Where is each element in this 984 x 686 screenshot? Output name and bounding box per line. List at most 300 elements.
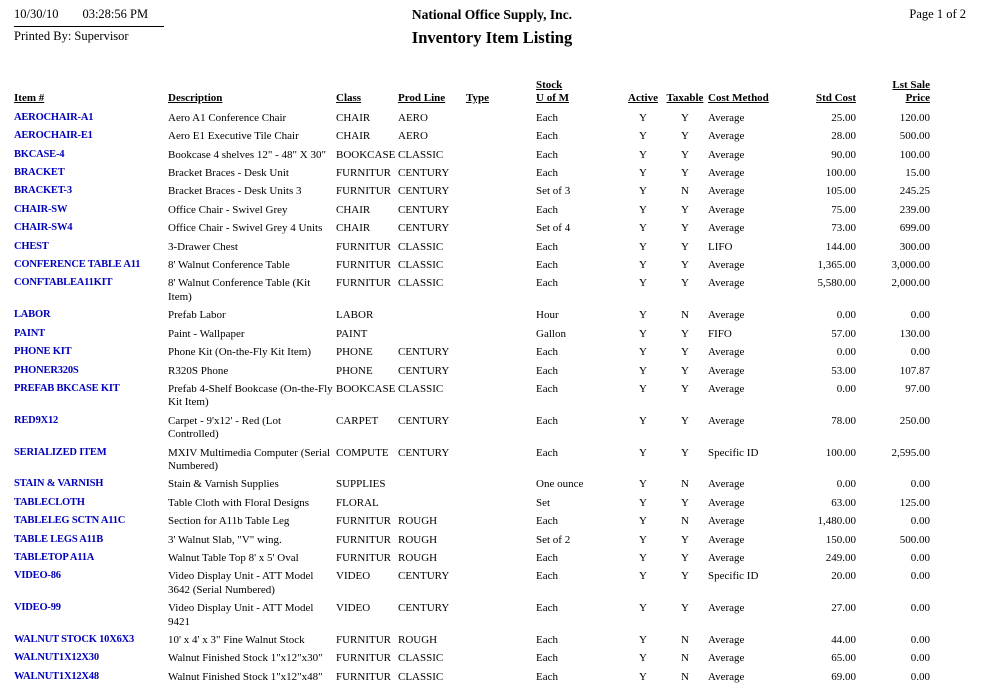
class-cell: SUPPLIES <box>336 478 386 491</box>
item-cell[interactable]: BRACKET <box>14 167 65 179</box>
item-cell[interactable]: TABLECLOTH <box>14 496 85 508</box>
table-row <box>14 649 940 667</box>
costmethod-cell: Average <box>708 670 745 683</box>
taxable-cell: N <box>681 652 689 665</box>
costmethod-cell: Average <box>708 111 745 124</box>
costmethod-cell: Average <box>708 515 745 528</box>
taxable-cell: N <box>681 515 689 528</box>
prodline-cell: CENTURY <box>398 222 450 235</box>
item-cell[interactable]: LABOR <box>14 309 51 321</box>
description-cell: Section for A11b Table Leg <box>168 515 290 528</box>
class-cell: FURNITUR <box>336 167 392 180</box>
class-cell: FURNITUR <box>336 670 392 683</box>
prodline-cell: AERO <box>398 130 428 143</box>
active-cell: Y <box>639 515 647 528</box>
lstsaleprice-cell: 500.00 <box>899 533 930 546</box>
active-cell: Y <box>639 364 647 377</box>
taxable-cell: Y <box>681 148 689 161</box>
item-cell[interactable]: TABLELEG SCTN A11C <box>14 515 126 527</box>
header-center <box>412 7 572 48</box>
item-cell[interactable]: RED9X12 <box>14 414 59 426</box>
class-cell: BOOKCASE <box>336 382 396 395</box>
stdcost-cell: 57.00 <box>831 327 856 340</box>
taxable-cell: Y <box>681 346 689 359</box>
uofm-cell: Hour <box>536 309 559 322</box>
active-cell: Y <box>639 277 647 290</box>
uofm-cell: Each <box>536 167 558 180</box>
table-row <box>14 631 940 649</box>
taxable-cell: Y <box>681 240 689 253</box>
stdcost-cell: 25.00 <box>831 111 856 124</box>
costmethod-cell: Average <box>708 222 745 235</box>
costmethod-cell: Average <box>708 130 745 143</box>
costmethod-cell: Average <box>708 309 745 322</box>
taxable-cell: Y <box>681 414 689 427</box>
uofm-cell: Each <box>536 670 558 683</box>
prodline-cell: CLASSIC <box>398 259 444 272</box>
description-cell: Table Cloth with Floral Designs <box>168 496 309 509</box>
prodline-cell <box>398 475 466 493</box>
lstsaleprice-cell: 300.00 <box>899 240 930 253</box>
type-cell <box>466 567 536 599</box>
class-cell: FURNITUR <box>336 533 392 546</box>
stdcost-cell: 5,580.00 <box>817 277 856 290</box>
prodline-cell: CLASSIC <box>398 652 444 665</box>
item-cell[interactable]: AEROCHAIR-A1 <box>14 111 94 123</box>
active-cell: Y <box>639 222 647 235</box>
header-left <box>14 7 164 44</box>
table-row <box>14 412 940 444</box>
taxable-cell: Y <box>681 446 689 459</box>
prodline-cell: ROUGH <box>398 533 438 546</box>
prodline-cell <box>398 306 466 324</box>
stdcost-cell: 69.00 <box>831 670 856 683</box>
lstsaleprice-cell: 239.00 <box>899 203 930 216</box>
prodline-cell: CENTURY <box>398 414 450 427</box>
stdcost-cell: 144.00 <box>825 240 856 253</box>
report-date: 10/30/10 <box>14 7 59 21</box>
class-cell: FURNITUR <box>336 277 392 290</box>
table-header-row <box>14 77 940 109</box>
item-cell[interactable]: TABLE LEGS A11B <box>14 533 104 545</box>
stdcost-cell: 63.00 <box>831 496 856 509</box>
taxable-cell: Y <box>681 570 689 583</box>
type-cell <box>466 444 536 476</box>
table-row <box>14 380 940 412</box>
printed-by: Printed By: Supervisor <box>14 29 129 43</box>
taxable-cell: Y <box>681 602 689 615</box>
description-cell: Video Display Unit - ATT Model 9421 <box>168 602 314 628</box>
description-cell: Prefab 4-Shelf Bookcase (On-the-Fly Kit Item) <box>168 382 333 409</box>
type-cell <box>466 109 536 127</box>
taxable-cell: Y <box>681 533 689 546</box>
lstsaleprice-cell: 3,000.00 <box>891 259 930 272</box>
table-row <box>14 274 940 306</box>
class-cell: FURNITUR <box>336 551 392 564</box>
description-cell: Aero A1 Conference Chair <box>168 111 287 124</box>
class-cell: FURNITUR <box>336 652 392 665</box>
description-cell: Paint - Wallpaper <box>168 327 245 340</box>
item-cell[interactable]: CHAIR-SW4 <box>14 222 73 234</box>
table-row <box>14 146 940 164</box>
type-cell <box>466 668 536 686</box>
uofm-cell: Each <box>536 346 558 359</box>
col-header-active: Active <box>628 92 658 105</box>
uofm-cell: Set of 3 <box>536 185 571 198</box>
stdcost-cell: 100.00 <box>825 446 856 459</box>
active-cell: Y <box>639 670 647 683</box>
prodline-cell: CENTURY <box>398 167 450 180</box>
class-cell: VIDEO <box>336 570 371 583</box>
stdcost-cell: 1,480.00 <box>817 515 856 528</box>
uofm-cell: Each <box>536 111 558 124</box>
stdcost-cell: 105.00 <box>825 185 856 198</box>
lstsaleprice-cell: 0.00 <box>910 570 930 583</box>
type-cell <box>466 164 536 182</box>
item-cell[interactable]: VIDEO-99 <box>14 602 61 614</box>
stdcost-cell: 90.00 <box>831 148 856 161</box>
type-cell <box>466 549 536 567</box>
class-cell: FURNITUR <box>336 240 392 253</box>
report-time: 03:28:56 PM <box>82 7 149 21</box>
description-cell: Office Chair - Swivel Grey 4 Units <box>168 222 323 235</box>
taxable-cell: Y <box>681 259 689 272</box>
uofm-cell: Each <box>536 277 558 290</box>
item-cell[interactable]: SERIALIZED ITEM <box>14 446 107 458</box>
col-header-costmethod: Cost Method <box>708 92 769 105</box>
class-cell: CARPET <box>336 414 379 427</box>
stdcost-cell: 1,365.00 <box>817 259 856 272</box>
costmethod-cell: Average <box>708 414 745 427</box>
item-cell[interactable]: CHAIR-SW <box>14 203 68 215</box>
type-cell <box>466 475 536 493</box>
stdcost-cell: 100.00 <box>825 167 856 180</box>
active-cell: Y <box>639 148 647 161</box>
table-row <box>14 494 940 512</box>
report-header <box>14 7 970 61</box>
item-cell[interactable]: CONFERENCE TABLE A11 <box>14 259 141 271</box>
costmethod-cell: Average <box>708 277 745 290</box>
item-cell[interactable]: PHONER320S <box>14 364 79 376</box>
prodline-cell: CLASSIC <box>398 277 444 290</box>
prodline-cell: CLASSIC <box>398 148 444 161</box>
uofm-cell: Each <box>536 602 558 615</box>
table-row <box>14 109 940 127</box>
prodline-cell: CENTURY <box>398 203 450 216</box>
table-row <box>14 219 940 237</box>
description-cell: Phone Kit (On-the-Fly Kit Item) <box>168 346 311 359</box>
taxable-cell: Y <box>681 222 689 235</box>
class-cell: PHONE <box>336 364 373 377</box>
prodline-cell: CENTURY <box>398 446 450 459</box>
lstsaleprice-cell: 100.00 <box>899 148 930 161</box>
class-cell: BOOKCASE <box>336 148 396 161</box>
table-row <box>14 164 940 182</box>
class-cell: VIDEO <box>336 602 371 615</box>
description-cell: Walnut Finished Stock 1"x12"x48" <box>168 670 323 683</box>
col-header-prodline: Prod Line <box>398 92 446 105</box>
active-cell: Y <box>639 259 647 272</box>
prodline-cell: CENTURY <box>398 185 450 198</box>
costmethod-cell: Average <box>708 148 745 161</box>
table-row <box>14 256 940 274</box>
costmethod-cell: Average <box>708 259 745 272</box>
table-row <box>14 343 940 361</box>
type-cell <box>466 649 536 667</box>
active-cell: Y <box>639 203 647 216</box>
taxable-cell: N <box>681 478 689 491</box>
lstsaleprice-cell: 0.00 <box>910 346 930 359</box>
item-cell[interactable]: WALNUT STOCK 10X6X3 <box>14 634 135 645</box>
active-cell: Y <box>639 327 647 340</box>
table-row <box>14 475 940 493</box>
stdcost-cell: 0.00 <box>836 346 856 359</box>
stdcost-cell: 65.00 <box>831 652 856 665</box>
prodline-cell: CLASSIC <box>398 240 444 253</box>
stdcost-cell: 0.00 <box>836 309 856 322</box>
company-name: National Office Supply, Inc. <box>411 7 573 22</box>
lstsaleprice-cell: 2,595.00 <box>891 446 930 459</box>
costmethod-cell: LIFO <box>708 240 733 253</box>
costmethod-cell: Average <box>708 185 745 198</box>
prodline-cell: CENTURY <box>398 570 450 583</box>
type-cell <box>466 631 536 649</box>
item-cell[interactable]: BKCASE-4 <box>14 148 65 160</box>
table-row <box>14 599 940 631</box>
stdcost-cell: 249.00 <box>825 551 856 564</box>
stdcost-cell: 20.00 <box>831 570 856 583</box>
page-indicator: Page 1 of 2 <box>909 7 966 21</box>
class-cell: LABOR <box>336 309 374 322</box>
description-cell: Walnut Finished Stock 1"x12"x30" <box>168 652 323 665</box>
class-cell: FURNITUR <box>336 634 392 646</box>
lstsaleprice-cell: 2,000.00 <box>891 277 930 290</box>
description-cell: Aero E1 Executive Tile Chair <box>168 130 299 143</box>
taxable-cell: Y <box>681 551 689 564</box>
uofm-cell: Each <box>536 446 558 459</box>
taxable-cell: N <box>681 670 689 683</box>
table-row <box>14 362 940 380</box>
lstsaleprice-cell: 125.00 <box>899 496 930 509</box>
active-cell: Y <box>639 111 647 124</box>
description-cell: Office Chair - Swivel Grey <box>168 203 288 216</box>
table-row <box>14 549 940 567</box>
prodline-cell: CENTURY <box>398 346 450 359</box>
lstsaleprice-cell: 245.25 <box>899 185 930 198</box>
uofm-cell: Each <box>536 652 558 665</box>
active-cell: Y <box>639 634 647 646</box>
item-cell[interactable]: PREFAB BKCASE KIT <box>14 382 120 394</box>
costmethod-cell: Average <box>708 496 745 509</box>
uofm-cell: Each <box>536 570 558 583</box>
description-cell: 10' x 4' x 3" Fine Walnut Stock <box>168 634 305 646</box>
type-cell <box>466 325 536 343</box>
type-cell <box>466 512 536 530</box>
description-cell: 8' Walnut Conference Table (Kit Item) <box>168 277 311 303</box>
active-cell: Y <box>639 309 647 322</box>
stdcost-cell: 150.00 <box>825 533 856 546</box>
active-cell: Y <box>639 414 647 427</box>
stdcost-cell: 75.00 <box>831 203 856 216</box>
lstsaleprice-cell: 0.00 <box>910 634 930 646</box>
taxable-cell: Y <box>681 277 689 290</box>
type-cell <box>466 256 536 274</box>
uofm-cell: Each <box>536 414 558 427</box>
col-header-uofm: Stock U of M <box>536 79 569 105</box>
item-cell[interactable]: AEROCHAIR-E1 <box>14 130 93 142</box>
uofm-cell: One ounce <box>536 478 584 491</box>
stdcost-cell: 27.00 <box>831 602 856 615</box>
class-cell: CHAIR <box>336 203 371 216</box>
inventory-table-body <box>14 109 940 686</box>
stdcost-cell: 44.00 <box>831 634 856 646</box>
prodline-cell: CLASSIC <box>398 670 444 683</box>
active-cell: Y <box>639 382 647 395</box>
lstsaleprice-cell: 0.00 <box>910 602 930 615</box>
active-cell: Y <box>639 551 647 564</box>
active-cell: Y <box>639 496 647 509</box>
type-cell <box>466 274 536 306</box>
class-cell: FURNITUR <box>336 259 392 272</box>
taxable-cell: Y <box>681 496 689 509</box>
lstsaleprice-cell: 250.00 <box>899 414 930 427</box>
description-cell: 3-Drawer Chest <box>168 240 238 253</box>
table-row <box>14 238 940 256</box>
prodline-cell: ROUGH <box>398 515 438 528</box>
uofm-cell: Each <box>536 148 558 161</box>
stdcost-cell: 28.00 <box>831 130 856 143</box>
uofm-cell: Each <box>536 634 558 646</box>
lstsaleprice-cell: 500.00 <box>899 130 930 143</box>
active-cell: Y <box>639 167 647 180</box>
item-cell[interactable]: STAIN & VARNISH <box>14 478 104 490</box>
class-cell: FURNITUR <box>336 515 392 528</box>
type-cell <box>466 306 536 324</box>
col-header-type: Type <box>466 92 490 105</box>
type-cell <box>466 362 536 380</box>
item-cell[interactable]: WALNUT1X12X30 <box>14 652 99 664</box>
class-cell: CHAIR <box>336 111 371 124</box>
type-cell <box>466 343 536 361</box>
lstsaleprice-cell: 699.00 <box>899 222 930 235</box>
item-cell[interactable]: VIDEO-86 <box>14 570 61 582</box>
costmethod-cell: FIFO <box>708 327 732 340</box>
taxable-cell: Y <box>681 364 689 377</box>
col-header-taxable: Taxable <box>666 92 704 105</box>
type-cell <box>466 599 536 631</box>
item-cell[interactable]: BRACKET-3 <box>14 185 72 197</box>
col-header-description: Description <box>168 92 223 105</box>
type-cell <box>466 127 536 145</box>
description-cell: Prefab Labor <box>168 309 226 322</box>
class-cell: COMPUTE <box>336 446 389 459</box>
lstsaleprice-cell: 15.00 <box>905 167 930 180</box>
costmethod-cell: Average <box>708 634 745 646</box>
active-cell: Y <box>639 533 647 546</box>
taxable-cell: N <box>681 185 689 198</box>
lstsaleprice-cell: 107.87 <box>899 364 930 377</box>
table-row <box>14 325 940 343</box>
active-cell: Y <box>639 130 647 143</box>
taxable-cell: Y <box>681 167 689 180</box>
active-cell: Y <box>639 240 647 253</box>
lstsaleprice-cell: 0.00 <box>910 478 930 491</box>
uofm-cell: Each <box>536 240 558 253</box>
costmethod-cell: Average <box>708 364 745 377</box>
lstsaleprice-cell: 120.00 <box>899 111 930 124</box>
class-cell: PHONE <box>336 346 373 359</box>
uofm-cell: Each <box>536 259 558 272</box>
taxable-cell: Y <box>681 327 689 340</box>
taxable-cell: N <box>681 309 689 322</box>
lstsaleprice-cell: 0.00 <box>910 551 930 564</box>
item-cell[interactable]: CONFTABLEA11KIT <box>14 277 113 289</box>
description-cell: Bookcase 4 shelves 12" - 48" X 30" <box>168 148 326 161</box>
item-cell[interactable]: PHONE KIT <box>14 346 72 358</box>
col-header-item: Item # <box>14 92 45 105</box>
header-rule <box>14 26 164 27</box>
costmethod-cell: Average <box>708 382 745 395</box>
type-cell <box>466 412 536 444</box>
table-row <box>14 201 940 219</box>
prodline-cell: ROUGH <box>398 634 438 646</box>
prodline-cell: CLASSIC <box>398 382 444 395</box>
prodline-cell: CENTURY <box>398 602 450 615</box>
stdcost-cell: 73.00 <box>831 222 856 235</box>
taxable-cell: Y <box>681 130 689 143</box>
item-cell[interactable]: TABLETOP A11A <box>14 551 95 563</box>
item-cell[interactable]: CHEST <box>14 240 49 252</box>
description-cell: Walnut Table Top 8' x 5' Oval <box>168 551 299 564</box>
table-row <box>14 182 940 200</box>
active-cell: Y <box>639 478 647 491</box>
table-row <box>14 668 940 686</box>
description-cell: MXIV Multimedia Computer (Serial Numbered) <box>168 446 331 472</box>
costmethod-cell: Specific ID <box>708 570 759 583</box>
prodline-cell: ROUGH <box>398 551 438 564</box>
costmethod-cell: Average <box>708 167 745 180</box>
type-cell <box>466 494 536 512</box>
taxable-cell: N <box>681 634 689 646</box>
description-cell: Video Display Unit - ATT Model 3642 (Serial Numbered) <box>168 570 314 596</box>
uofm-cell: Each <box>536 130 558 143</box>
active-cell: Y <box>639 185 647 198</box>
description-cell: Stain & Varnish Supplies <box>168 478 279 491</box>
lstsaleprice-cell: 0.00 <box>910 652 930 665</box>
uofm-cell: Set <box>536 496 551 509</box>
table-row <box>14 127 940 145</box>
uofm-cell: Gallon <box>536 327 566 340</box>
uofm-cell: Each <box>536 551 558 564</box>
item-cell[interactable]: WALNUT1X12X48 <box>14 670 99 682</box>
prodline-cell <box>398 494 466 512</box>
class-cell: FURNITUR <box>336 185 392 198</box>
uofm-cell: Each <box>536 515 558 528</box>
table-row <box>14 531 940 549</box>
type-cell <box>466 531 536 549</box>
stdcost-cell: 78.00 <box>831 414 856 427</box>
description-cell: Carpet - 9'x12' - Red (Lot Controlled) <box>168 414 282 441</box>
description-cell: 3' Walnut Slab, "V" wing. <box>168 533 282 546</box>
uofm-cell: Set of 2 <box>536 533 571 546</box>
type-cell <box>466 219 536 237</box>
uofm-cell: Each <box>536 382 558 395</box>
lstsaleprice-cell: 0.00 <box>910 309 930 322</box>
costmethod-cell: Specific ID <box>708 446 759 459</box>
active-cell: Y <box>639 652 647 665</box>
report-title: Inventory Item Listing <box>411 28 573 47</box>
item-cell[interactable]: PAINT <box>14 327 45 339</box>
